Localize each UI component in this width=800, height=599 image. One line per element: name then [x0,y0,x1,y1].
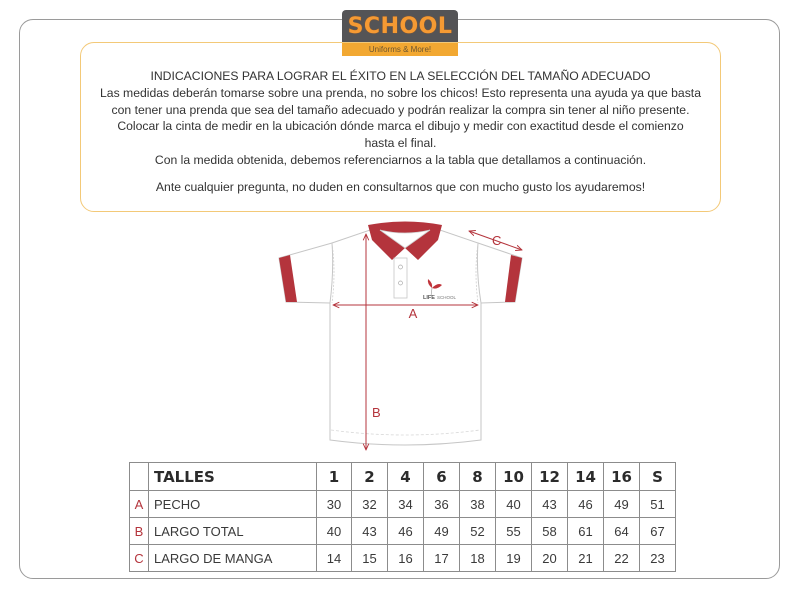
table-cell: 46 [388,518,424,545]
table-row [130,518,676,545]
table-cell: 43 [532,491,568,518]
table-cell: 40 [496,491,532,518]
row-letter: B [130,518,149,545]
table-cell: 22 [604,545,640,572]
instructions-line: con tener una prenda que sea del tamaño adecuado y podrán realizar la compra sin tener al niño presente. [111,102,690,117]
measure-label-b: B [372,405,381,420]
instructions-line: Colocar la cinta de medir en la ubicación dónde marca el dibujo y medir con exactitud desde el comienzo [117,119,684,134]
size-header: 16 [604,463,640,491]
table-cell: 21 [568,545,604,572]
table-cell: 34 [388,491,424,518]
instructions-line: Las medidas deberán tomarse sobre una prenda, no sobre los chicos! Esto representa una ayuda ya que basta [100,85,701,100]
brand-mark-life: LIFE [423,295,435,301]
table-cell: 15 [352,545,388,572]
table-cell: 58 [532,518,568,545]
table-cell: 55 [496,518,532,545]
table-cell: 20 [532,545,568,572]
table-cell: 67 [640,518,676,545]
instructions-line: hasta el final. [364,136,437,151]
table-row [130,491,676,518]
table-cell: 49 [424,518,460,545]
logo-title: SCHOOL [347,14,453,39]
size-table [129,462,676,572]
row-name: LARGO DE MANGA [149,545,317,572]
size-header: 12 [532,463,568,491]
size-header: S [640,463,676,491]
table-cell: 64 [604,518,640,545]
table-cell: 49 [604,491,640,518]
size-header: 8 [460,463,496,491]
table-cell: 61 [568,518,604,545]
table-cell: 17 [424,545,460,572]
row-name: PECHO [149,491,317,518]
measure-label-a: A [408,306,418,321]
size-header: 6 [424,463,460,491]
table-cell: 16 [388,545,424,572]
table-cell: 40 [317,518,352,545]
size-header: 4 [388,463,424,491]
table-cell: 36 [424,491,460,518]
size-header: 10 [496,463,532,491]
table-cell: 52 [460,518,496,545]
table-cell: 38 [460,491,496,518]
polo-shirt-diagram [270,210,540,460]
logo-subtitle: Uniforms & More! [368,45,432,54]
instructions-heading: INDICACIONES PARA LOGRAR EL ÉXITO EN LA SELECCIÓN DEL TAMAÑO ADECUADO [150,69,651,83]
header-talles: TALLES [149,463,317,491]
row-name: LARGO TOTAL [149,518,317,545]
table-cell: 32 [352,491,388,518]
table-cell: 51 [640,491,676,518]
table-cell: 30 [317,491,352,518]
row-letter: A [130,491,149,518]
header-empty-cell [130,463,149,491]
shirt-placket [394,258,407,298]
table-row [130,545,676,572]
table-cell: 46 [568,491,604,518]
instructions-line: Con la medida obtenida, debemos referenciarnos a la tabla que detallamos a continuación. [154,152,647,167]
table-cell: 14 [317,545,352,572]
table-cell: 43 [352,518,388,545]
logo-title-block [342,10,458,43]
size-header: 2 [352,463,388,491]
table-cell: 19 [496,545,532,572]
size-table-header-row [130,463,676,491]
measure-label-c: C [492,233,502,248]
row-letter: C [130,545,149,572]
brand-mark-school: SCHOOL [437,295,457,300]
table-cell: 23 [640,545,676,572]
size-header: 1 [317,463,352,491]
instructions-closing: Ante cualquier pregunta, no duden en consultarnos que con mucho gusto los ayudaremos! [155,179,646,194]
size-header: 14 [568,463,604,491]
table-cell: 18 [460,545,496,572]
instructions-box [80,42,721,212]
